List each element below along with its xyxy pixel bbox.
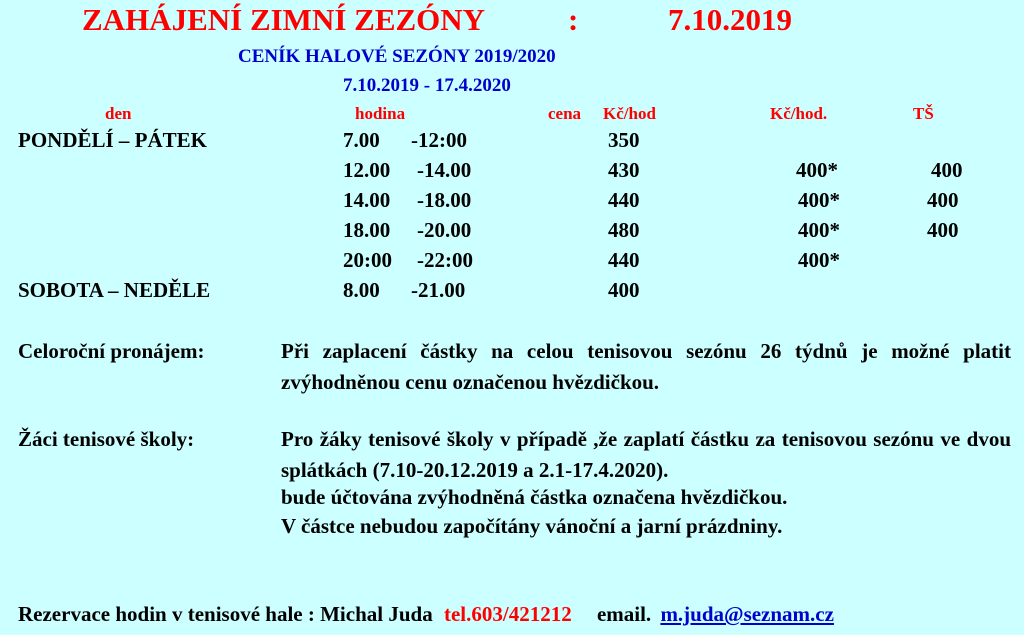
footer-email-link[interactable]: m.juda@seznam.cz	[660, 602, 834, 626]
school-label: Žáci tenisové školy:	[18, 427, 195, 451]
page-title: ZAHÁJENÍ ZIMNÍ ZEZÓNY	[82, 2, 486, 37]
title-colon: :	[568, 2, 579, 37]
row-price: 350	[608, 128, 640, 152]
school-line-1: Pro žáky tenisové školy v případě ,že zaplatí částku za tenisovou sezónu ve dvou splátkách (7.10-20.12.2019 a 2.1-17.4.2020).	[281, 427, 1011, 482]
row-from: 12.00	[343, 158, 391, 182]
date-range: 7.10.2019 - 17.4.2020	[343, 75, 511, 96]
school-text-block	[281, 424, 1011, 486]
school-line-3: V částce nebudou započítány vánoční a jarní prázdniny.	[281, 514, 783, 538]
row-to: -21.00	[411, 278, 466, 302]
row-to: -22:00	[417, 248, 473, 272]
header-ts: TŠ	[913, 104, 934, 123]
header-den: den	[105, 104, 132, 123]
footer-reservation	[18, 602, 834, 627]
rental-text: Při zaplacení částky na celou tenisovou sezónu 26 týdnů je možné platit zvýhodněnou cenu označenou hvězdičkou.	[281, 339, 1011, 394]
header-kc-hod-discount: Kč/hod.	[770, 104, 828, 123]
row-to: -12:00	[411, 128, 467, 152]
header-kc-hod: Kč/hod	[603, 104, 656, 123]
row-from: 20:00	[343, 248, 392, 272]
row-day: PONDĚLÍ – PÁTEK	[18, 128, 208, 152]
row-from: 14.00	[343, 188, 391, 212]
row-to: -14.00	[417, 158, 472, 182]
rental-label: Celoroční pronájem:	[18, 339, 205, 363]
row-discount: 400*	[796, 158, 838, 182]
row-to: -20.00	[417, 218, 472, 242]
row-price: 480	[608, 218, 640, 242]
footer-phone: tel.603/421212	[443, 602, 572, 626]
row-day: SOBOTA – NEDĚLE	[18, 278, 211, 302]
row-ts: 400	[927, 188, 959, 212]
row-discount: 400*	[798, 218, 840, 242]
header-hodina: hodina	[355, 104, 406, 123]
row-from: 8.00	[343, 278, 380, 302]
row-ts: 400	[931, 158, 963, 182]
row-ts: 400	[927, 218, 959, 242]
title-date: 7.10.2019	[668, 2, 792, 37]
row-discount: 400*	[798, 188, 840, 212]
row-price: 430	[608, 158, 640, 182]
header-cena: cena	[548, 104, 582, 123]
row-from: 18.00	[343, 218, 391, 242]
row-from: 7.00	[343, 128, 380, 152]
row-price: 440	[608, 248, 640, 272]
footer-email-label: email.	[596, 602, 652, 626]
school-line-2: bude účtována zvýhodněná částka označena hvězdičkou.	[281, 485, 788, 509]
footer-text: Rezervace hodin v tenisové hale : Michal Juda	[18, 602, 433, 626]
row-price: 440	[608, 188, 640, 212]
subtitle: CENÍK HALOVÉ SEZÓNY 2019/2020	[238, 46, 556, 67]
row-discount: 400*	[798, 248, 840, 272]
row-to: -18.00	[417, 188, 472, 212]
row-price: 400	[608, 278, 640, 302]
